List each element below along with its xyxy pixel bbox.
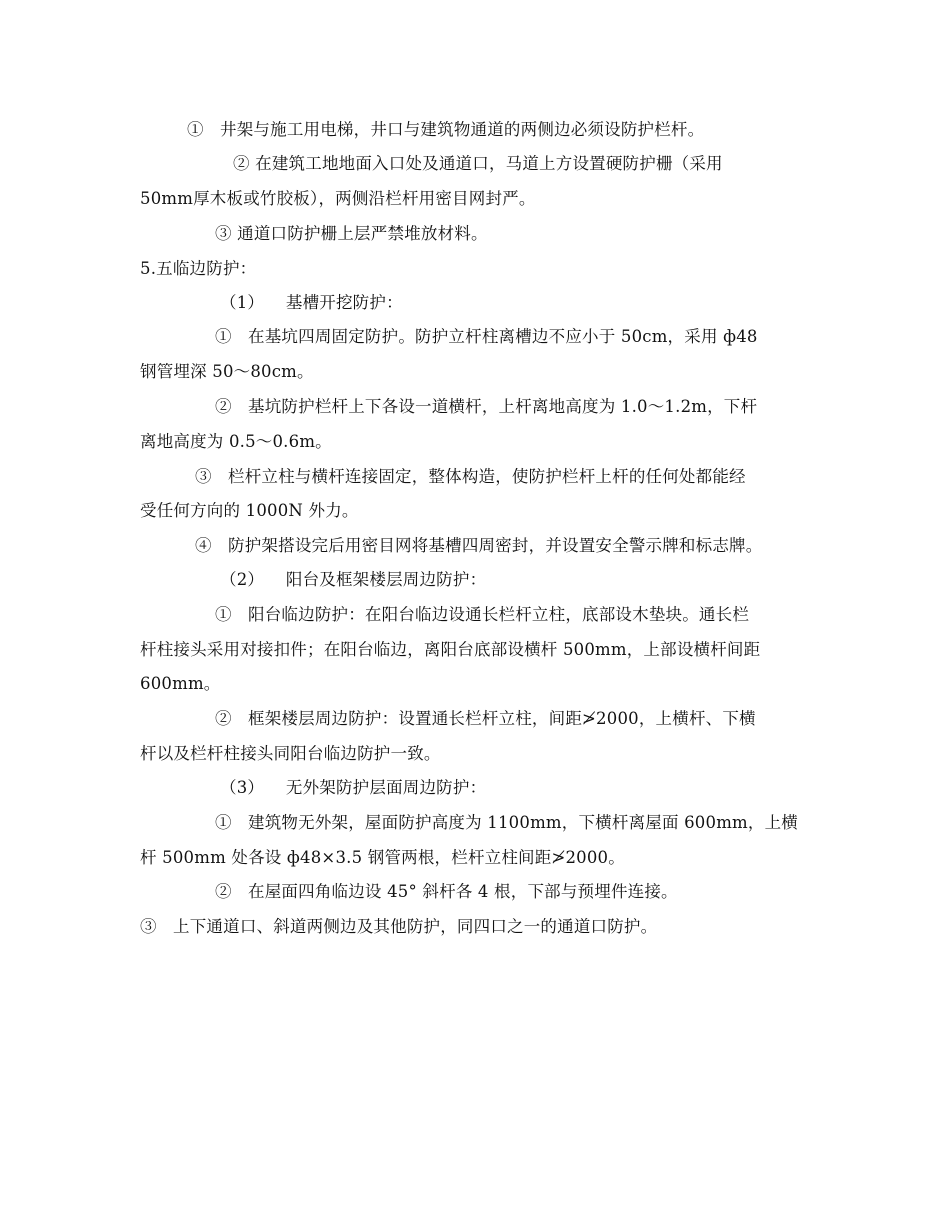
text-line: 受任何方向的 1000N 外力。 — [140, 501, 359, 520]
text-line: ② 在建筑工地地面入口处及通道口，马道上方设置硬防护栅（采用 — [233, 154, 723, 173]
text-line: ① 建筑物无外架，屋面防护高度为 1100mm，下横杆离屋面 600mm，上横 — [215, 813, 798, 832]
text-line: 离地高度为 0.5～0.6m。 — [140, 432, 332, 451]
text-line: ① 在基坑四周固定防护。防护立杆柱离槽边不应小于 50cm，采用 ф48 — [215, 327, 758, 346]
text-line: ① 阳台临边防护：在阳台临边设通长栏杆立柱，底部设木垫块。通长栏 — [215, 605, 750, 624]
text-line: 50mm厚木板或竹胶板），两侧沿栏杆用密目网封严。 — [140, 189, 536, 208]
subsection-heading: （2） 阳台及框架楼层周边防护： — [220, 570, 487, 589]
text-line: ② 框架楼层周边防护：设置通长栏杆立柱，间距≯2000，上横杆、下横 — [215, 709, 756, 728]
text-line: ② 基坑防护栏杆上下各设一道横杆，上杆离地高度为 1.0～1.2m，下杆 — [215, 397, 758, 416]
text-line: ③ 上下通道口、斜道两侧边及其他防护，同四口之一的通道口防护。 — [140, 917, 658, 936]
subsection-heading: （1） 基槽开挖防护： — [220, 293, 403, 312]
text-line: ③ 栏杆立柱与横杆连接固定，整体构造，使防护栏杆上杆的任何处都能经 — [195, 467, 746, 486]
text-line: 杆 500mm 处各设 ф48×3.5 钢管两根，栏杆立柱间距≯2000。 — [140, 848, 625, 867]
text-line: 钢管埋深 50～80cm。 — [140, 362, 314, 381]
text-line: 杆以及栏杆柱接头同阳台临边防护一致。 — [140, 744, 441, 763]
text-line: 杆柱接头采用对接扣件；在阳台临边，离阳台底部设横杆 500mm，上部设横杆间距 — [140, 640, 761, 659]
text-line: 600mm。 — [140, 674, 221, 693]
text-line: ④ 防护架搭设完后用密目网将基槽四周密封，并设置安全警示牌和标志牌。 — [195, 536, 763, 555]
subsection-heading: （3） 无外架防护层面周边防护： — [220, 778, 487, 797]
text-line: ③ 通道口防护栅上层严禁堆放材料。 — [215, 224, 488, 243]
section-heading: 5.五临边防护： — [140, 259, 257, 278]
text-line: ① 井架与施工用电梯，井口与建筑物通道的两侧边必须设防护栏杆。 — [187, 120, 705, 139]
text-line: ② 在屋面四角临边设 45° 斜杆各 4 根，下部与预埋件连接。 — [215, 882, 678, 901]
